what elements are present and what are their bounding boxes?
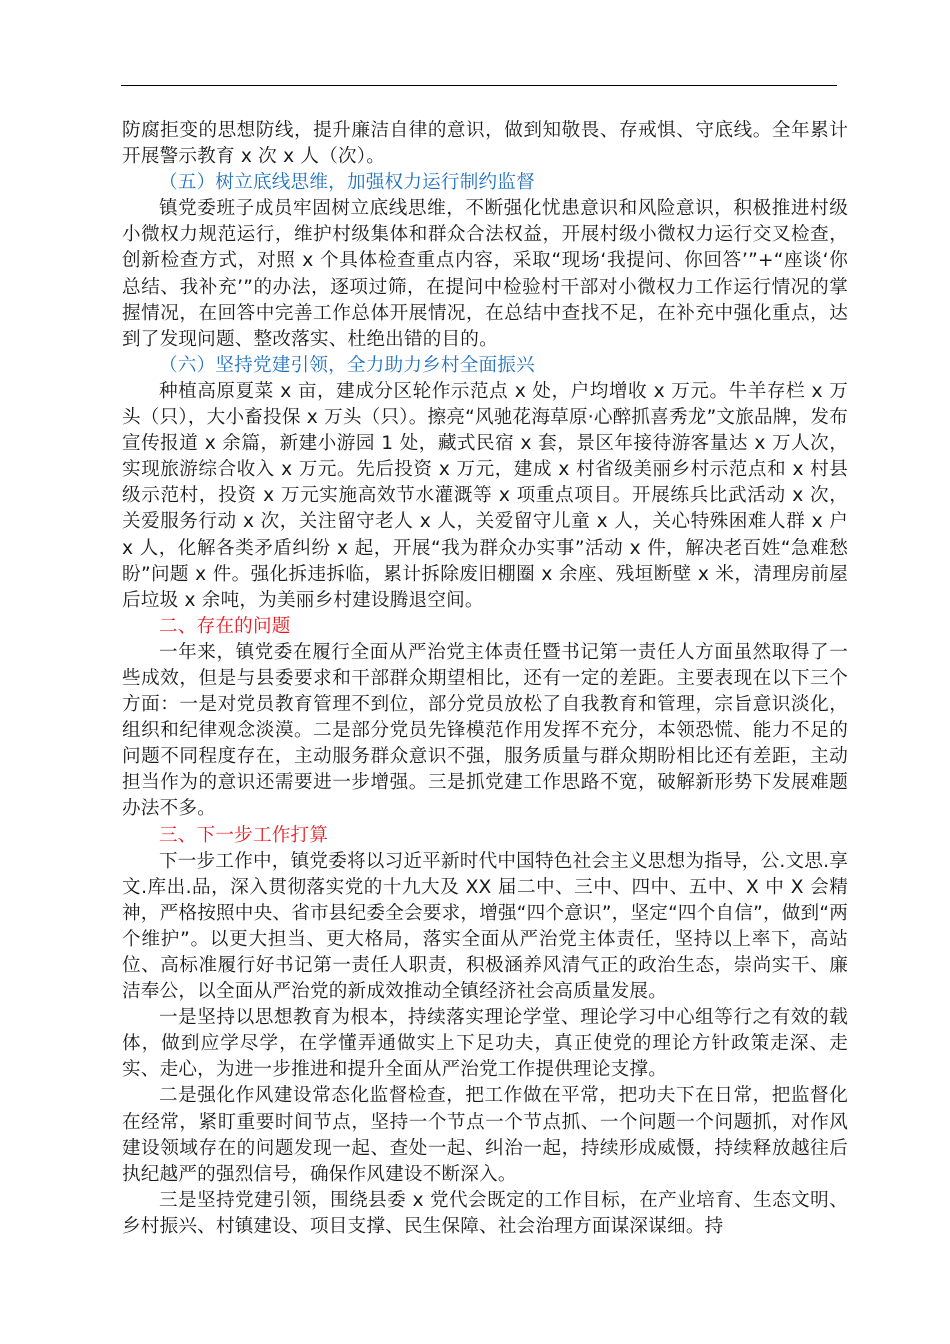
paragraph-problems: 一年来，镇党委在履行全面从严治党主体责任暨书记第一责任人方面虽然取得了一些成效，但是与县委要求和干部群众期望相比，还有一定的差距。主要表现在以下三个方面：一是对党员教育管理不到位，部分党员放松了自我教育和管理，宗旨意识淡化，组织和纪律观念淡漠。二是部分党员先锋模范作用发挥不充分，本领恐慌、能力不足的问题不同程度存在，主动服务群众意识不强，服务质量与群众期盼相比还有差距，主动担当作为的意识还需要进一步增强。三是抓党建工作思路不宽，破解新形势下发展难题办法不多。 [122,641,848,820]
paragraph-6: 种植高原夏菜 x 亩，建成分区轮作示范点 x 处，户均增收 x 万元。牛羊存栏 x 万头（只），大小畜投保 x 万头（只）。擦亮“风驰花海草原·心醉抓喜秀龙”文旅品牌，发布宣传报道 x 余篇，新建小游园 1 处，藏式民宿 x 套，景区年接待游客量达 x 万人次，实现旅游综合收入 x 万元。先后投资 x 万元，建成 x 村省级美丽乡村示范点和 x 村县级示范村，投资 x 万元实施高效节水灌溉等 x 项重点项目。开展练兵比武活动 x 次，关爱服务行动 x 次，关注留守老人 x 人，关爱留守儿童 x 人，关心特殊困难人群 x 户 x 人，化解各类矛盾纠纷 x 起，开展“我为群众办实事”活动 x 件，解决老百姓“急难愁盼”问题 x 件。强化拆违拆临，累计拆除废旧棚圈 x 余座、残垣断壁 x 米，清理房前屋后垃圾 x 余吨，为美丽乡村建设腾退空间。 [122,380,848,611]
paragraph-continued: 防腐拒变的思想防线，提升廉洁自律的意识，做到知敬畏、存戒惧、守底线。全年累计开展警示教育 x 次 x 人（次）。 [122,120,848,168]
section-heading-problems: 二、存在的问题 [159,615,291,637]
paragraph-point-2: 二是强化作风建设常态化监督检查，把工作做在平常，把功夫下在日常，把监督化在经常，紧盯重要时间节点，坚持一个节点一个节点抓、一个问题一个问题抓，对作风建设领域存在的问题发现一起、查处一起、纠治一起，持续形成威慑，持续释放越往后执纪越严的强烈信号，确保作风建设不断深入。 [122,1085,848,1185]
paragraph-point-1: 一是坚持以思想教育为根本，持续落实理论学堂、理论学习中心组等行之有效的载体，做到应学尽学，在学懂弄通做实上下足功夫，真正使党的理论方针政策走深、走实、走心，为进一步推进和提升全面从严治党工作提供理论支撑。 [122,1007,848,1081]
paragraph-5: 镇党委班子成员牢固树立底线思维，不断强化忧患意识和风险意识，积极推进村级小微权力规范运行，维护村级集体和群众合法权益，开展村级小微权力运行交叉检查，创新检查方式，对照 x 个具体检查重点内容，采取“现场‘我提问、你回答’”+“座谈‘你总结、我补充’”的办法，逐项过筛，在提问中检验村干部对小微权力工作运行情况的掌握情况，在回答中完善工作总体开展情况，在总结中查找不足，在补充中强化重点，达到了发现问题、整改落实、杜绝出错的目的。 [122,198,848,350]
section-heading-next-steps: 三、下一步工作打算 [159,824,329,846]
header-rule [121,85,837,86]
paragraph-point-3: 三是坚持党建引领，围绕县委 x 党代会既定的工作目标，在产业培育、生态文明、乡村振兴、村镇建设、项目支撑、民生保障、社会治理方面谋深谋细。持 [122,1189,848,1237]
document-body [122,118,848,1240]
subheading-5: （五）树立底线思维，加强权力运行制约监督 [159,172,535,194]
subheading-6: （六）坚持党建引领，全力助力乡村全面振兴 [159,354,535,376]
paragraph-next-steps: 下一步工作中，镇党委将以习近平新时代中国特色社会主义思想为指导，公.文思.享文.库出.品，深入贯彻落实党的十九大及 XX 届二中、三中、四中、五中、X 中 X 会精神，严格按照中央、省市县纪委全会要求，增强“四个意识”，坚定“四个自信”，做到“两个维护”。以更大担当、更大格局，落实全面从严治党主体责任，坚持以上率下，高站位、高标准履行好书记第一责任人职责，积极涵养风清气正的政治生态，崇尚实干、廉洁奉公，以全面从严治党的新成效推动全镇经济社会高质量发展。 [122,850,848,1003]
